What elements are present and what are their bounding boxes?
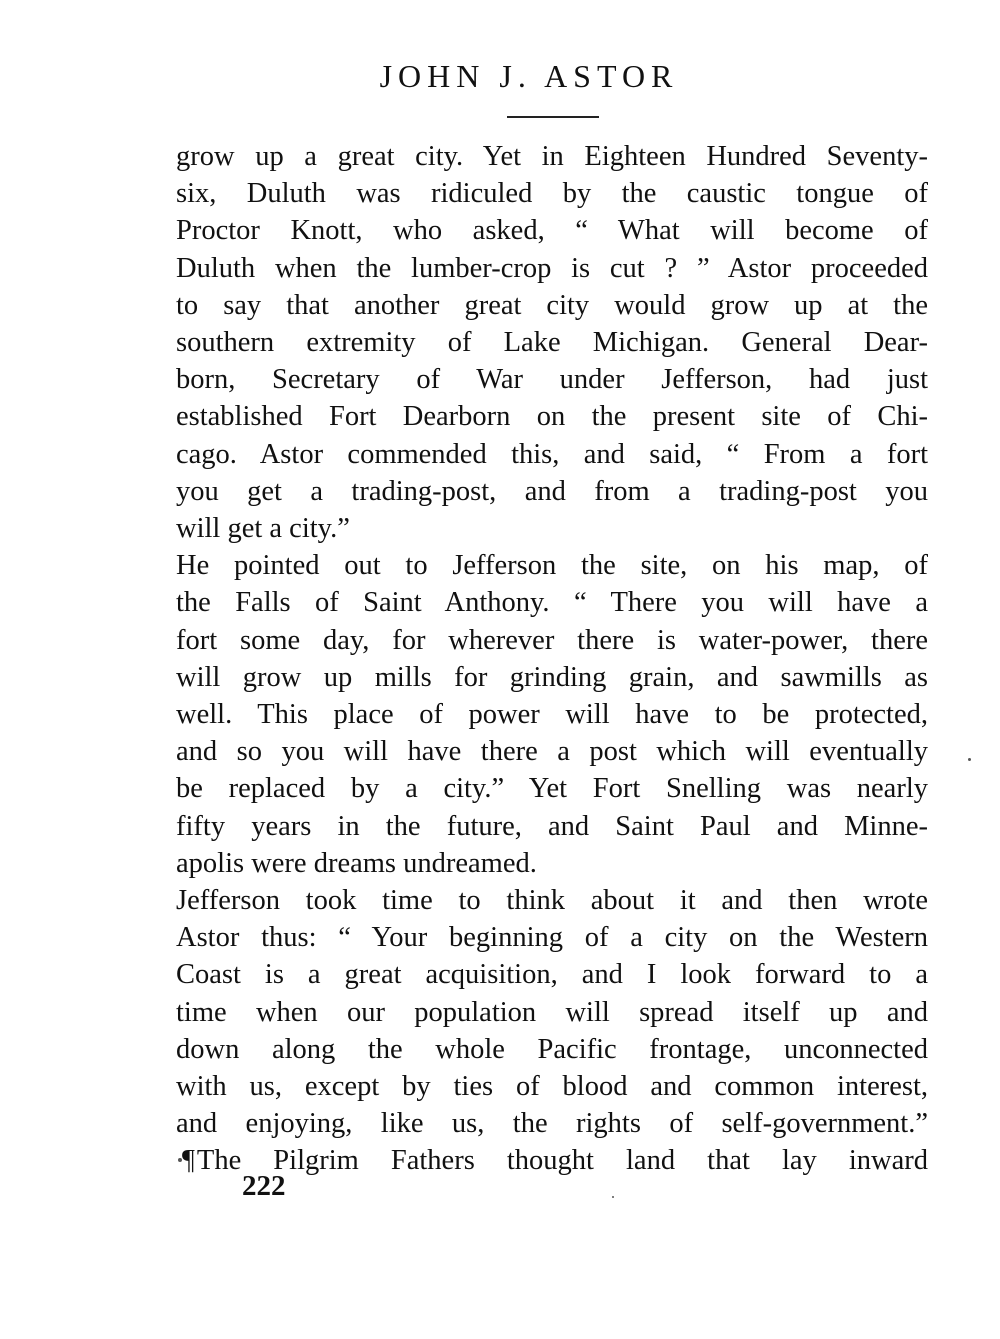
text-line: down along the whole Pacific frontage, unconnected	[176, 1033, 928, 1065]
text-line: Astor thus: “ Your beginning of a city on the Western	[176, 922, 928, 954]
text-line: you get a trading-post, and from a trading-post you	[176, 475, 928, 507]
text-line: cago. Astor commended this, and said, “ From a fort	[176, 438, 928, 470]
running-head: JOHN J. ASTOR	[379, 58, 679, 94]
text-line: southern extremity of Lake Michigan. General Dear-	[176, 327, 928, 359]
head-rule	[507, 116, 599, 118]
text-line: be replaced by a city.” Yet Fort Snelling was nearly	[176, 773, 928, 805]
text-line: established Fort Dearborn on the present site of Chi-	[176, 401, 928, 433]
text-line: the Falls of Saint Anthony. “ There you will have a	[176, 587, 928, 619]
print-speck	[178, 1158, 182, 1162]
text-line: well. This place of power will have to be protected,	[176, 699, 928, 731]
text-line: will grow up mills for grinding grain, and sawmills as	[176, 661, 928, 693]
text-line: six, Duluth was ridiculed by the caustic tongue of	[176, 178, 928, 210]
text-line: He pointed out to Jefferson the site, on his map, of	[176, 550, 928, 582]
text-line: and so you will have there a post which will eventually	[176, 736, 928, 768]
text-line: born, Secretary of War under Jefferson, had just	[176, 364, 928, 396]
text-line	[176, 1142, 928, 1179]
print-speck	[968, 758, 971, 761]
paragraph-4	[176, 1142, 928, 1179]
body-text	[176, 138, 928, 1180]
text-line: fort some day, for wherever there is water-power, there	[176, 624, 928, 656]
text-line: Duluth when the lumber-crop is cut ? ” Astor proceeded	[176, 252, 928, 284]
text-line: time when our population will spread itself up and	[176, 996, 928, 1028]
paragraph-2	[176, 547, 928, 882]
text-line: grow up a great city. Yet in Eighteen Hundred Seventy-	[176, 141, 928, 172]
text-line: fifty years in the future, and Saint Paul and Minne-	[176, 810, 928, 842]
text-line: with us, except by ties of blood and common interest,	[176, 1071, 928, 1103]
text-line: to say that another great city would grow up at the	[176, 289, 928, 321]
text-line: Proctor Knott, who asked, “ What will become of	[176, 215, 928, 247]
text-line: Jefferson took time to think about it and then wrote	[176, 885, 928, 917]
text-line: and enjoying, like us, the rights of self-government.”	[176, 1108, 928, 1140]
text-line: Coast is a great acquisition, and I look forward to a	[176, 959, 928, 991]
text-line: apolis were dreams undreamed.	[176, 847, 537, 879]
paragraph-1	[176, 138, 928, 547]
page-number: 222	[242, 1170, 286, 1202]
text-line-content: The Pilgrim Fathers thought land that lay inward	[196, 1145, 928, 1177]
paragraph-3	[176, 882, 928, 1142]
print-speck	[612, 1196, 614, 1198]
pilcrow-mark: ¶	[182, 1145, 195, 1177]
text-line: will get a city.”	[176, 513, 350, 545]
